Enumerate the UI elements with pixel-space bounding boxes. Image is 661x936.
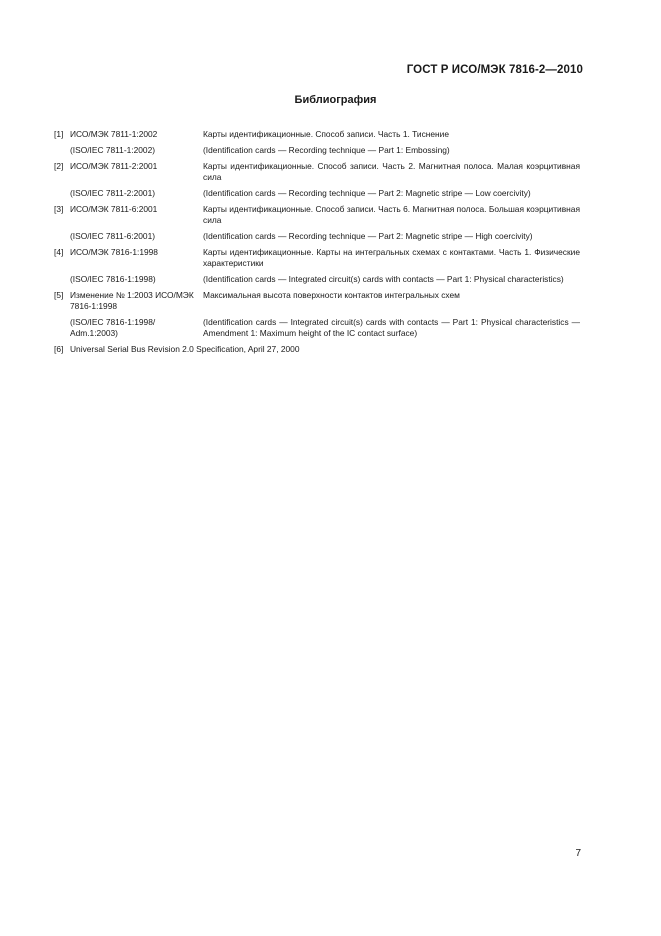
entry-number [54,145,70,156]
bibliography-entry [54,145,580,156]
bibliography-entry [54,344,580,355]
entry-description: Карты идентификационные. Способ записи. Часть 2. Магнитная полоса. Малая коэрцитивная сила [203,161,580,182]
entry-number: [2] [54,161,64,172]
bibliography-entry [54,129,580,140]
bibliography-entry [54,317,580,338]
entry-number: [4] [54,247,64,258]
bibliography-list [54,129,580,360]
entry-description: (Identification cards — Recording technique — Part 2: Magnetic stripe — High coercivity) [203,231,533,242]
entry-standard-id: ИСО/МЭК 7811-1:2002 [70,129,158,139]
entry-number [54,317,70,338]
entry-standard-id: (ISO/IEC 7811-1:2002) [70,145,156,156]
bibliography-entry [54,274,580,285]
entry-number [54,274,70,285]
page-title: Библиография [294,94,377,106]
entry-standard-id: (ISO/IEC 7811-6:2001) [70,231,156,242]
entry-standard-id: ИСО/МЭК 7811-6:2001 [70,204,158,215]
entry-number: [5] [54,290,64,301]
entry-number [54,188,70,199]
entry-standard-id: (ISO/IEC 7811-2:2001) [70,188,156,199]
document-header: ГОСТ Р ИСО/МЭК 7816-2—2010 [406,64,583,76]
entry-standard-id: ИСО/МЭК 7816-1:1998 [70,247,158,258]
entry-number: [6] [54,343,64,354]
entry-description: (Identification cards — Integrated circuit(s) cards with contacts — Part 1: Physical characteristics — Amendment 1: Maximum height of the IC contact surface) [203,317,580,338]
entry-description: (Identification cards — Recording technique — Part 2: Magnetic stripe — Low coercivity) [203,188,531,199]
entry-number [54,231,70,242]
entry-description: Карты идентификационные. Карты на интегральных схемах с контактами. Часть 1. Физические характеристики [203,247,580,268]
entry-description: Максимальная высота поверхности контактов интегральных схем [203,290,460,301]
entry-standard-id: (ISO/IEC 7816-1:1998) [70,274,156,285]
entry-description: Карты идентификационные. Способ записи. Часть 1. Тиснение [203,129,449,139]
page-number: 7 [575,848,581,859]
entry-standard-id: ИСО/МЭК 7811-2:2001 [70,161,158,172]
bibliography-entry [54,188,580,199]
entry-standard-id: Изменение № 1:2003 ИСО/МЭК 7816-1:1998 [70,290,194,311]
entry-description: Карты идентификационные. Способ записи. Часть 6. Магнитная полоса. Большая коэрцитивная сила [203,204,580,225]
entry-description: (Identification cards — Recording technique — Part 1: Embossing) [203,145,450,156]
bibliography-entry [54,231,580,242]
bibliography-entry [54,290,580,311]
entry-standard-id: (ISO/IEC 7816-1:1998/ Adm.1:2003) [70,317,156,338]
entry-number: [1] [54,129,64,139]
bibliography-entry [54,204,580,225]
bibliography-entry [54,247,580,268]
bibliography-entry [54,161,580,182]
entry-description: Universal Serial Bus Revision 2.0 Specification, April 27, 2000 [70,343,300,354]
entry-number: [3] [54,204,64,215]
entry-description: (Identification cards — Integrated circuit(s) cards with contacts — Part 1: Physical characteristics) [203,274,564,285]
